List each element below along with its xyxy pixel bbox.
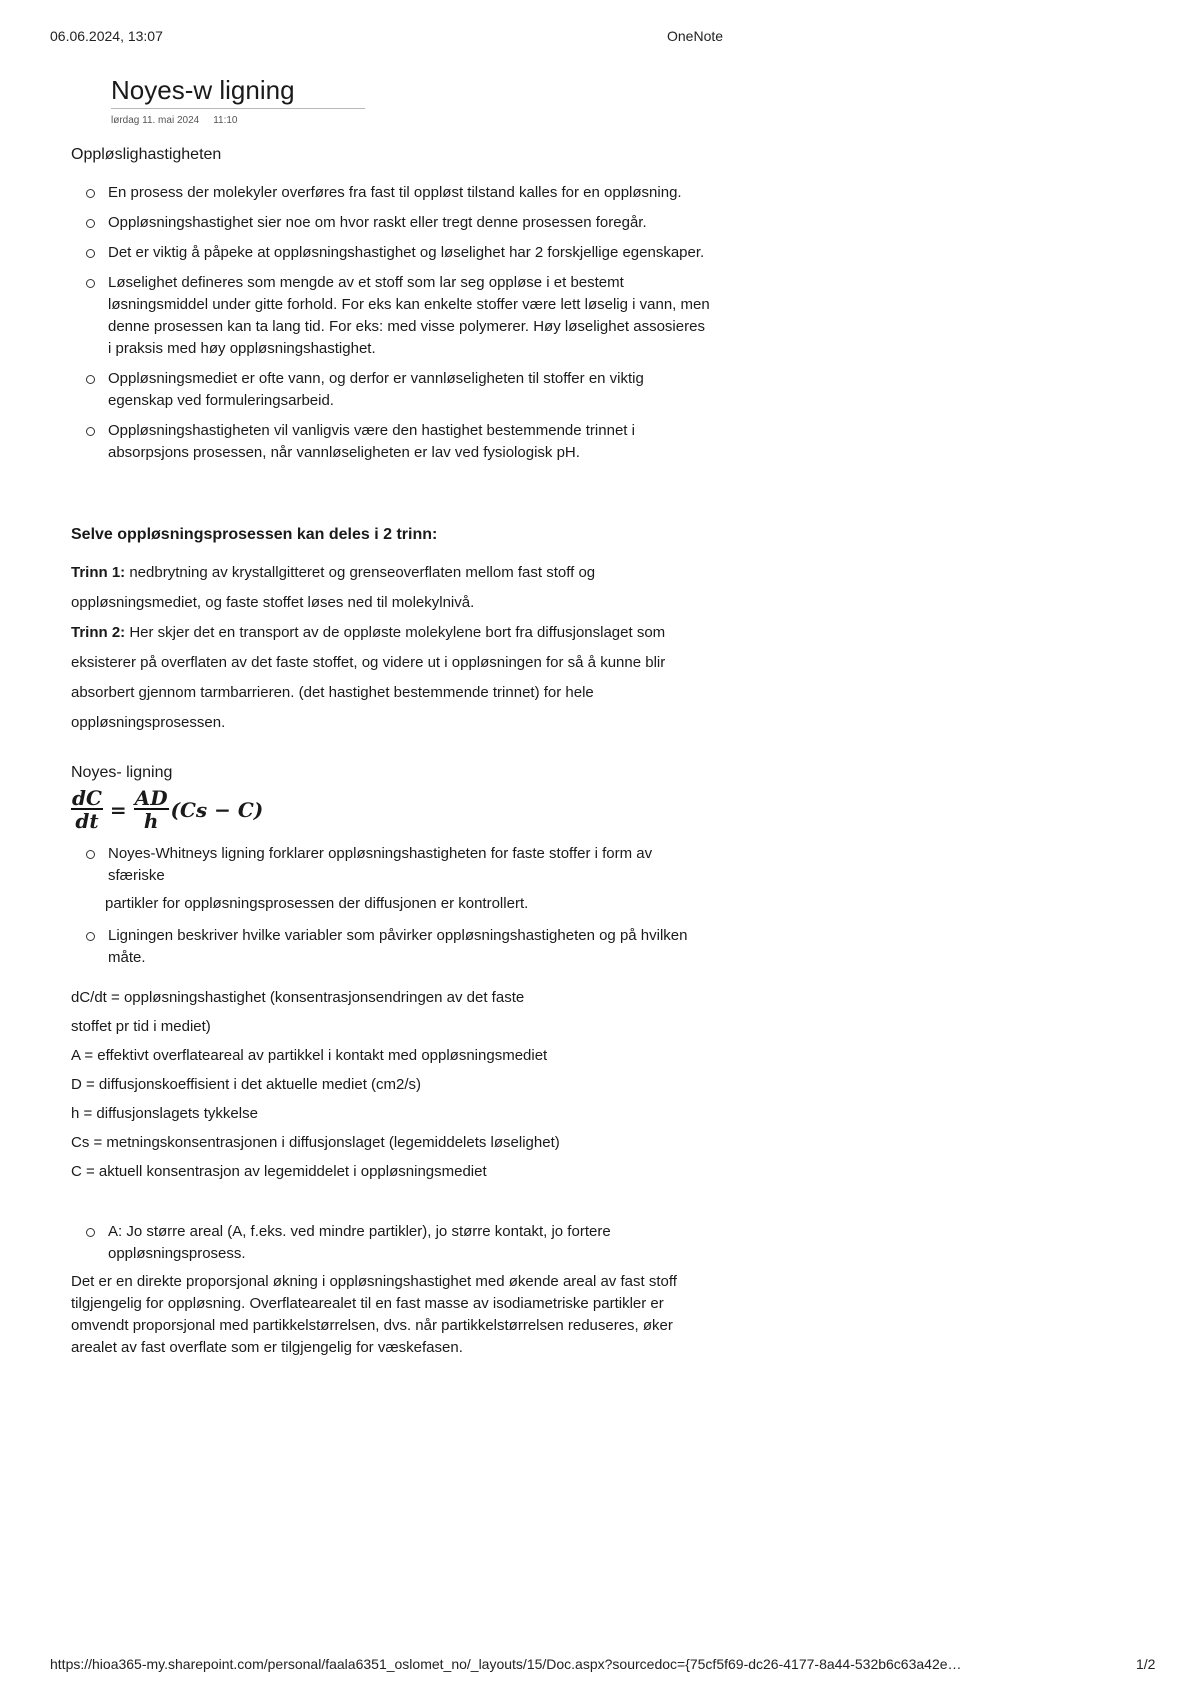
list-item: Oppløsningsmediet er ofte vann, og derfor er vannløseligheten til stoffer en viktig egenskap ved formuleringsarbeid. [71, 368, 711, 412]
step2-label: Trinn 2: [71, 624, 126, 641]
step1-paragraph: Trinn 1: nedbrytning av krystallgitteret og grenseoverflaten mellom fast stoff og [71, 564, 596, 581]
note-page [71, 74, 711, 1359]
step2-paragraph: Trinn 2: Her skjer det en transport av de oppløste molekylene bort fra diffusjonslaget som [71, 624, 666, 641]
page-title[interactable]: Noyes-w ligning [111, 74, 365, 109]
print-datetime: 06.06.2024, 13:07 [50, 28, 163, 44]
bullet-circle-icon [86, 1228, 95, 1237]
definition-line: stoffet pr tid i mediet) [71, 1018, 211, 1035]
section-heading-opploslighastigheten: Oppløslighastigheten [71, 146, 222, 163]
formula-fraction-right: $\frac{AD}{h}$ [134, 786, 168, 833]
bullet-list-section3 [71, 843, 711, 887]
list-item: En prosess der molekyler overføres fra fast til oppløst tilstand kalles for en oppløsning. [71, 182, 711, 204]
bullet-circle-icon [86, 932, 95, 941]
page-number: 1/2 [1136, 1656, 1156, 1672]
note-time: 11:10 [213, 115, 238, 126]
final-paragraph: Det er en direkte proporsjonal økning i oppløsningshastighet med økende areal av fast stoff tilgjengelig for oppløsning. Overflatearealet til en fast masse av isodiametriske partikler er omvendt proporsjonal med partikkelstørrelsen, dvs. når partikkelstørrelsen reduseres, øker arealet av fast overflate som er tilgjengelig for væskefasen. [71, 1273, 677, 1356]
bullet-list-section1 [71, 182, 711, 464]
noyes-whitney-formula [71, 788, 711, 831]
bullet-list-area [71, 1221, 711, 1265]
list-item: Oppløsningshastighet sier noe om hvor raskt eller tregt denne prosessen foregår. [71, 212, 711, 234]
definition-line: Cs = metningskonsentrasjonen i diffusjonslaget (legemiddelets løselighet) [71, 1134, 560, 1151]
list-item: A: Jo større areal (A, f.eks. ved mindre partikler), jo større kontakt, jo fortere oppløsningsprosess. [71, 1221, 711, 1265]
print-url: https://hioa365-my.sharepoint.com/personal/faala6351_oslomet_no/_layouts/15/Doc.aspx?sourcedoc={75cf5f69-dc26-4177-8a44-532b6c63a42e… [50, 1656, 962, 1672]
bullet-list-section3b [71, 925, 711, 969]
definition-line: dC/dt = oppløsningshastighet (konsentrasjonsendringen av det faste [71, 989, 525, 1006]
list-item: Ligningen beskriver hvilke variabler som påvirker oppløsningshastigheten og på hvilken måte. [71, 925, 711, 969]
list-item: Noyes-Whitneys ligning forklarer oppløsningshastigheten for faste stoffer i form av sfæriske [71, 843, 711, 887]
step2-continuation: oppløsningsprosessen. [71, 714, 226, 731]
print-header [50, 28, 1150, 48]
definition-line: C = aktuell konsentrasjon av legemiddelet i oppløsningsmediet [71, 1163, 487, 1180]
print-app-name: OneNote [667, 28, 724, 44]
note-date: lørdag 11. mai 2024 [111, 115, 200, 126]
list-item: Det er viktig å påpeke at oppløsningshastighet og løselighet har 2 forskjellige egenskaper. [71, 242, 711, 264]
bullet-circle-icon [86, 375, 95, 384]
definition-line: A = effektivt overflateareal av partikkel i kontakt med oppløsningsmediet [71, 1047, 548, 1064]
formula-fraction-left: $\frac{dC}{dt}$ [72, 786, 102, 833]
bullet-circle-icon [86, 279, 95, 288]
section-heading-noyes: Noyes- ligning [71, 764, 173, 781]
definition-line: h = diffusjonslagets tykkelse [71, 1105, 258, 1122]
section-heading-trinn: Selve oppløsningsprosessen kan deles i 2 trinn: [71, 526, 438, 543]
bullet-circle-icon [86, 850, 95, 859]
bullet-circle-icon [86, 249, 95, 258]
formula-tail: (Cs − C) [170, 797, 264, 822]
step1-label: Trinn 1: [71, 564, 126, 581]
formula-equals: = [109, 797, 127, 822]
list-item: Oppløsningshastigheten vil vanligvis være den hastighet bestemmende trinnet i absorpsjons prosessen, når vannløseligheten er lav ved fysiologisk pH. [71, 420, 711, 464]
step1-continuation: oppløsningsmediet, og faste stoffet løses ned til molekylnivå. [71, 594, 475, 611]
bullet-circle-icon [86, 427, 95, 436]
note-meta [111, 115, 711, 126]
bullet-circle-icon [86, 189, 95, 198]
list-item: Løselighet defineres som mengde av et stoff som lar seg oppløse i et bestemt løsningsmiddel under gitte forhold. For eks kan enkelte stoffer være lett løselig i vann, men denne prosessen kan ta lang tid. For eks: med visse polymerer. Høy løselighet assosieres i praksis med høy oppløsningshastighet. [71, 272, 711, 360]
step2-continuation: eksisterer på overflaten av det faste stoffet, og videre ut i oppløsningen for så å kunne blir [71, 654, 666, 671]
bullet-circle-icon [86, 219, 95, 228]
definition-line: D = diffusjonskoeffisient i det aktuelle mediet (cm2/s) [71, 1076, 422, 1093]
bullet-continuation: partikler for oppløsningsprosessen der diffusjonen er kontrollert. [105, 895, 529, 912]
variable-definitions [71, 987, 711, 1183]
step2-continuation: absorbert gjennom tarmbarrieren. (det hastighet bestemmende trinnet) for hele [71, 684, 594, 701]
